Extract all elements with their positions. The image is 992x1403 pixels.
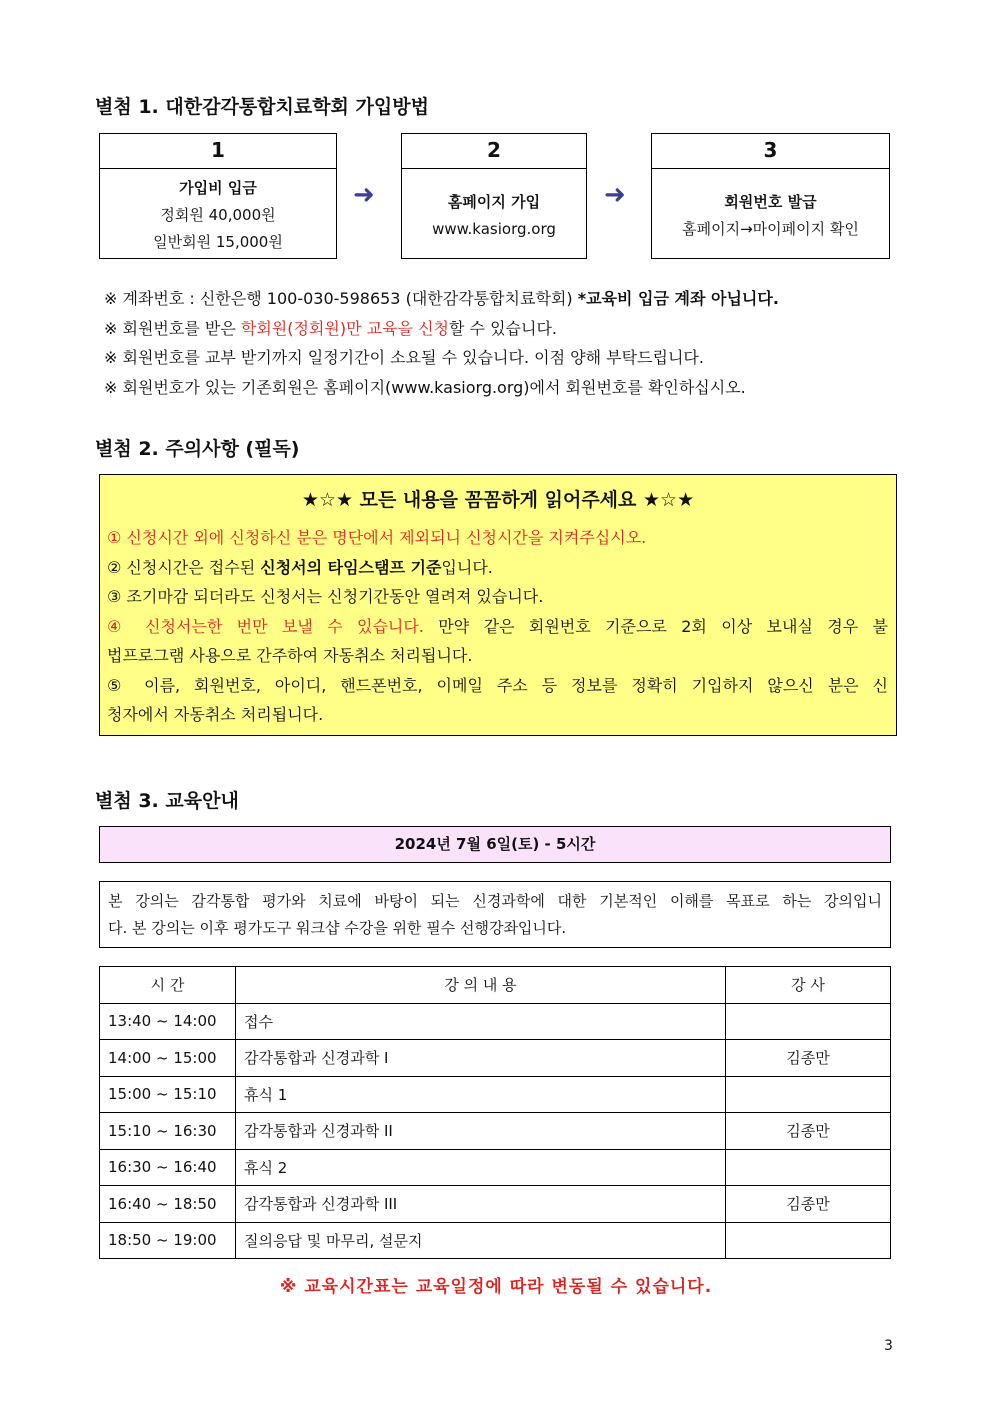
membership-notes xyxy=(104,284,779,402)
notice-box xyxy=(99,474,897,736)
section2-title: 별첨 2. 주의사항 (필독) xyxy=(95,438,300,460)
row-lecturer: 김종만 xyxy=(726,1113,891,1150)
notice-item-4-rest: 만약 같은 회원번호 기준으로 2회 이상 보내실 경우 불 xyxy=(423,616,888,636)
row-content: 감각통합과 신경과학 I xyxy=(236,1040,726,1077)
step-2-box xyxy=(401,133,587,259)
arrow-right-icon: ➜ xyxy=(604,180,626,210)
table-row xyxy=(100,1186,891,1223)
step-3-desc: 홈페이지→마이페이지 확인 xyxy=(682,220,859,238)
row-time: 16:40 ~ 18:50 xyxy=(100,1186,236,1223)
notice-item-4-red: ④ 신청서는한 번만 보낼 수 있습니다. xyxy=(107,616,424,636)
note-account xyxy=(104,284,779,314)
step-1-regular-fee: 정회원 40,000원 xyxy=(160,206,276,224)
step-3-title: 회원번호 발급 xyxy=(724,193,817,211)
step-1-general-fee: 일반회원 15,000원 xyxy=(153,233,283,251)
schedule-header-row xyxy=(100,967,891,1004)
notice-item-2-suffix: 입니다. xyxy=(441,557,493,577)
note-account-text: ※ 계좌번호 : 신한은행 100-030-598653 (대한감각통합치료학회) xyxy=(104,289,578,308)
row-lecturer xyxy=(726,1222,891,1259)
notice-item-2-prefix: ② 신청시간은 접수된 xyxy=(107,557,261,577)
step-3-number: 3 xyxy=(652,134,889,169)
note-account-warning: *교육비 입금 계좌 아닙니다. xyxy=(577,289,779,308)
table-row xyxy=(100,1149,891,1186)
row-content: 접수 xyxy=(236,1003,726,1040)
step-2-number: 2 xyxy=(402,134,586,169)
notice-item-1: ① 신청시간 외에 신청하신 분은 명단에서 제외되니 신청시간을 지켜주십시오. xyxy=(107,528,647,547)
section1-title: 별첨 1. 대한감각통합치료학회 가입방법 xyxy=(95,96,429,118)
table-row xyxy=(100,1003,891,1040)
row-time: 13:40 ~ 14:00 xyxy=(100,1003,236,1040)
table-row xyxy=(100,1040,891,1077)
page-number: 3 xyxy=(884,1338,893,1354)
header-time: 시 간 xyxy=(100,967,236,1004)
table-row xyxy=(100,1076,891,1113)
row-content: 질의응답 및 마무리, 설문지 xyxy=(236,1222,726,1259)
notice-item-4-line-2: 법프로그램 사용으로 간주하여 자동취소 처리됩니다. xyxy=(107,646,473,665)
row-content: 감각통합과 신경과학 III xyxy=(236,1186,726,1223)
notice-title: ★☆★ 모든 내용을 꼼꼼하게 읽어주세요 ★☆★ xyxy=(301,489,695,511)
notice-item-3: ③ 조기마감 되더라도 신청서는 신청기간동안 열려져 있습니다. xyxy=(107,587,544,606)
row-content: 휴식 1 xyxy=(236,1076,726,1113)
row-time: 15:00 ~ 15:10 xyxy=(100,1076,236,1113)
section3-title: 별첨 3. 교육안내 xyxy=(95,790,239,812)
schedule-footnote: ※ 교육시간표는 교육일정에 따라 변동될 수 있습니다. xyxy=(279,1277,713,1297)
notice-item-5-line-2: 청자에서 자동취소 처리됩니다. xyxy=(107,705,324,724)
step-1-number: 1 xyxy=(100,134,336,169)
row-lecturer: 김종만 xyxy=(726,1040,891,1077)
note-member-highlight: 학회원(정회원)만 교육을 신청 xyxy=(240,318,449,338)
row-time: 18:50 ~ 19:00 xyxy=(100,1222,236,1259)
note-member-only xyxy=(104,314,779,344)
course-intro xyxy=(99,881,891,948)
row-lecturer: 김종만 xyxy=(726,1186,891,1223)
course-date: 2024년 7월 6일(토) - 5시간 xyxy=(99,826,891,863)
note-member-prefix: ※ 회원번호를 받은 xyxy=(104,318,241,338)
arrow-right-icon: ➜ xyxy=(353,180,375,210)
table-row xyxy=(100,1113,891,1150)
step-3-box xyxy=(651,133,890,259)
step-1-title: 가입비 입금 xyxy=(179,179,257,197)
row-time: 15:10 ~ 16:30 xyxy=(100,1113,236,1150)
step-1-box xyxy=(99,133,337,259)
row-content: 휴식 2 xyxy=(236,1149,726,1186)
note-issue-time: ※ 회원번호를 교부 받기까지 일정기간이 소요될 수 있습니다. 이점 양해 부탁드립니다. xyxy=(104,348,704,367)
step-2-title: 홈페이지 가입 xyxy=(447,193,541,211)
row-time: 16:30 ~ 16:40 xyxy=(100,1149,236,1186)
header-lecturer: 강 사 xyxy=(726,967,891,1004)
row-time: 14:00 ~ 15:00 xyxy=(100,1040,236,1077)
course-intro-line-1: 본 강의는 감각통합 평가와 치료에 바탕이 되는 신경과학에 대한 기본적인 이해를 목표로 하는 강의입니 xyxy=(108,892,882,910)
row-content: 감각통합과 신경과학 II xyxy=(236,1113,726,1150)
table-row xyxy=(100,1222,891,1259)
header-content: 강 의 내 용 xyxy=(236,967,726,1004)
notice-item-2-bold: 신청서의 타임스탬프 기준 xyxy=(260,557,442,577)
note-existing-member: ※ 회원번호가 있는 기존회원은 홈페이지(www.kasiorg.org)에서 회원번호를 확인하십시오. xyxy=(104,377,746,397)
row-lecturer xyxy=(726,1149,891,1186)
course-intro-line-2: 다. 본 강의는 이후 평가도구 워크샵 수강을 위한 필수 선행강좌입니다. xyxy=(108,919,567,937)
row-lecturer xyxy=(726,1076,891,1113)
notice-item-5-line-1: ⑤ 이름, 회원번호, 아이디, 핸드폰번호, 이메일 주소 등 정보를 정확히 기입하지 않으신 분은 신 xyxy=(107,675,888,695)
note-member-suffix: 할 수 있습니다. xyxy=(449,318,557,338)
notice-item-4-line-1 xyxy=(107,612,888,642)
row-lecturer xyxy=(726,1003,891,1040)
schedule-table xyxy=(99,966,891,1259)
notice-item-2 xyxy=(107,553,888,583)
step-2-url: www.kasiorg.org xyxy=(432,220,556,238)
